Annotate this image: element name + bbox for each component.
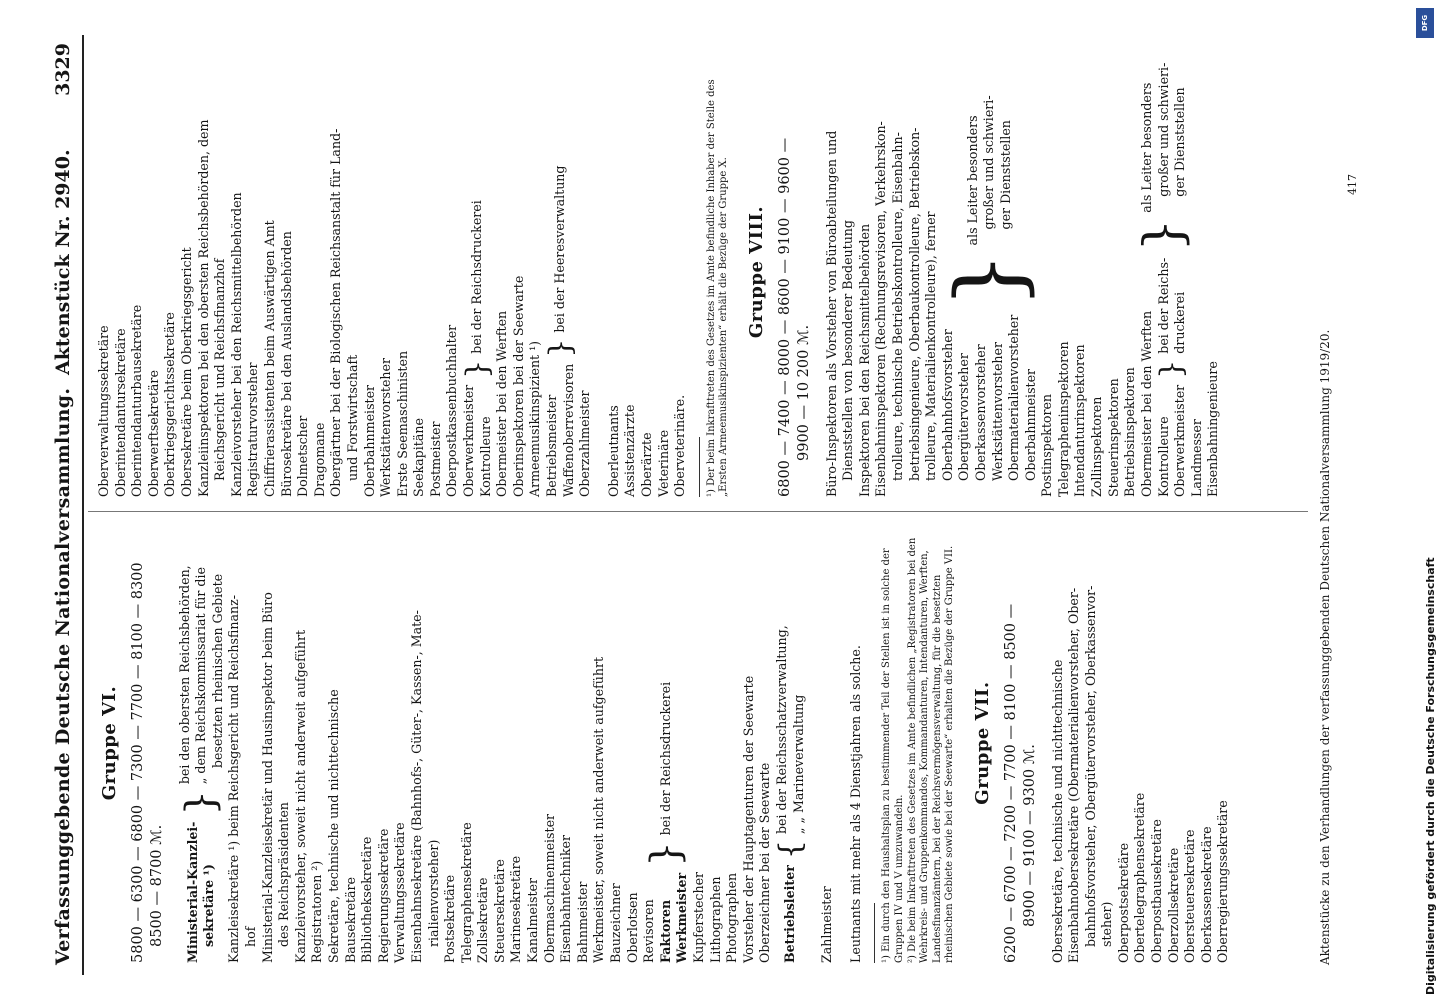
list-item: Steuerinspektoren <box>1105 378 1121 497</box>
list-item: Betriebsinspektoren <box>1122 367 1138 497</box>
betriebsleiter-branch-1: bei der Reichsschatzverwaltung, <box>773 625 789 835</box>
list-item: Registratoren ²) <box>309 860 325 963</box>
list-item: Eisenbahninspektoren (Rechnungsrevisoren, Verkehrskon- <box>873 121 889 497</box>
footnote-right-1: ¹) Der beim Inkrafttreten des Gesetzes im Amte befindliche Inhaber der Stelle des „Ersten Armeemusikinspizienten“ erhält die Bezüge der Gruppe X. <box>705 79 730 497</box>
signature-mark: 417 <box>1346 174 1359 195</box>
oberbahnhof-entry <box>936 47 1042 497</box>
list-item: Kanzleisekretäre ¹) beim Reichsgericht und Reichsfinanz- <box>226 595 242 963</box>
list-item: Kontrolleure <box>477 416 493 497</box>
list-item: Kanzleiinspektoren bei den obersten Reichsbehörden, dem <box>195 119 211 497</box>
list-item: Vorsteher der Hauptagenturen der Seewarte <box>740 675 756 963</box>
list-item: Dragomane <box>311 422 327 497</box>
reichsdruckerei-entry-right <box>461 47 494 497</box>
footnote-rule <box>699 437 700 497</box>
list-item: Dolmetscher <box>295 415 311 497</box>
list-item: Landmesser <box>1188 419 1204 497</box>
column-divider <box>88 511 1308 512</box>
footnote-1: ¹) Ein durch den Haushaltsplan zu bestimmender Teil der Stellen ist in solche der Gruppen IV und V umzuwandeln. <box>881 548 905 963</box>
list-item-continued: hof <box>242 926 258 947</box>
list-item-continued: und Forstwirtschaft <box>344 354 360 481</box>
group-vi-salary-line-1: 5800 — 6300 — 6800 — 7300 — 7700 — 8100 — 8300 <box>129 562 146 963</box>
ministerial-kanzlei-entry <box>177 523 227 963</box>
list-item: Oberzeichner bei der Seewarte <box>757 762 773 963</box>
leiter-text-2: großer und schwieri- <box>981 95 997 230</box>
list-item: Kupferstecher <box>691 871 706 963</box>
group-vii-title: Gruppe VII. <box>971 681 993 805</box>
list-item: Steuersekretäre <box>491 859 507 963</box>
group-vi-title: Gruppe VI. <box>99 685 120 801</box>
group-viii-salary <box>776 47 814 497</box>
list-item: Zahlmeister <box>819 886 835 963</box>
list-item: Werkmeister, soweit nicht anderweit aufgeführt <box>591 656 607 963</box>
list-item-continued: Dienststellen von besonderer Bedeutung <box>840 220 856 481</box>
list-item: Bausekretäre <box>342 877 358 963</box>
list-item: Lithographen <box>707 876 723 963</box>
list-item: Veterinäre <box>655 429 671 497</box>
group-vi-salary <box>129 523 167 963</box>
brace-symbol: } <box>1133 218 1194 252</box>
list-item: Erste Seemaschinisten <box>394 350 410 497</box>
list-item: Obergütervorsteher <box>956 353 972 481</box>
leiter-text-6: ger Dienststellen <box>1172 87 1188 197</box>
list-item: Seekapitäne <box>411 418 427 497</box>
brace-symbol: } <box>542 338 578 358</box>
list-item: Ministerial-Kanzleisekretär und Hausinspektor beim Büro <box>259 592 275 963</box>
heeresverwaltung-entry <box>544 47 577 497</box>
list-item: Marinesekretäre <box>508 855 524 963</box>
list-item: Oberinspektoren bei der Seewarte <box>510 275 526 497</box>
list-item: Regierungssekretäre <box>375 828 391 963</box>
betriebsleiter-entry <box>774 523 807 963</box>
brace-symbol: } <box>1154 359 1190 379</box>
list-item: Bürosekretäre bei den Auslandsbehörden <box>278 231 294 497</box>
list-item: Oberzahlmeister <box>577 390 593 497</box>
footnote-2: ²) Die beim Inkrafttreten des Gesetzes im Amte befindlichen „Registratoren bei den Wehrkreis- und Gruppenkommandos, Kommandanturen, Intendanturen, Werften, Landesfinanzämtern, bei der Reichsvermögensverwaltung, für die besetzten rheinischen Gebiete sowie bei der Seewarte“ erhalten die Bezüge der Gruppe VII. <box>906 537 956 963</box>
reichsdruckerei-text-3: druckerei <box>1172 291 1188 354</box>
list-item: Kanzleivorsteher bei den Reichsmittelbehörden <box>228 192 244 497</box>
brace-symbol: { <box>772 840 808 860</box>
list-item: Obermeister bei den Werften <box>1138 310 1154 497</box>
list-item: Oberpostsekretäre <box>1115 842 1131 963</box>
footnote-rule <box>874 903 875 963</box>
list-item: Eisenbahningenieure <box>1205 361 1221 497</box>
list-item: Armeemusikinspizient ¹) <box>527 340 543 497</box>
brace-symbol: } <box>459 359 495 379</box>
list-item: Sekretäre, technische und nichttechnische <box>325 689 341 963</box>
list-item: Oberverwaltungssekretäre <box>96 325 111 497</box>
page-header <box>48 35 84 975</box>
page-footer: Aktenstücke zu den Verhandlungen der verfassunggebenden Deutschen Nationalversammlung 1919/20. <box>1318 329 1332 965</box>
heeresverwaltung-text: bei der Heeresverwaltung <box>552 165 568 333</box>
brace-symbol: } <box>178 790 225 816</box>
list-item: Oberkassenvorsteher <box>972 344 988 481</box>
list-item: Verwaltungssekretäre <box>392 822 408 963</box>
list-item: Eisenbahnsekretäre (Bahnhofs-, Güter-, Kassen-, Mate- <box>408 610 424 963</box>
header-page-number: 3329 <box>52 43 74 96</box>
list-item: Oberzollsekretäre <box>1165 847 1181 963</box>
list-item: Eisenbahnobersekretäre (Obermaterialienvorsteher, Ober- <box>1066 587 1082 963</box>
list-item: Obermaterialienvorsteher <box>1006 314 1022 481</box>
reichsdruckerei-entry <box>641 523 691 963</box>
list-item-continued: trolleure, Materialienkontrolleure), ferner <box>923 211 939 481</box>
list-item: Oberintendantursekretäre <box>112 328 128 497</box>
list-item: Bahnmeister <box>574 881 590 963</box>
list-item: Kontrolleure <box>1155 416 1171 497</box>
reichsdruckerei-text-right: bei der Reichsdruckerei <box>469 200 485 354</box>
list-item: Werkstättenvorsteher <box>989 341 1005 481</box>
group-vii-salary <box>1002 523 1040 963</box>
group-viii-salary-line-1: 6800 — 7400 — 8000 — 8600 — 9100 — 9600 — <box>776 137 793 497</box>
list-item: Oberleutnants <box>605 405 621 497</box>
list-item: Oberwerkmeister <box>1172 384 1188 497</box>
brace-symbol: } <box>936 251 1042 309</box>
list-item: Photographen <box>724 872 740 963</box>
list-item: Oberregierungssekretäre <box>1215 800 1231 963</box>
list-item: Betriebsmeister <box>544 394 560 497</box>
list-item: Oberpostbausekretäre <box>1149 819 1165 963</box>
rotated-document-page <box>48 35 1378 975</box>
mk-branch-3: besetzten rheinischen Gebiete <box>209 573 225 769</box>
list-item: Obermaschinenmeister <box>541 813 557 963</box>
betriebsleiter-label: Betriebsleiter <box>782 865 798 963</box>
list-item: Obersteuersekretäre <box>1182 829 1198 963</box>
list-item: Bibliotheksekretäre <box>359 836 375 963</box>
list-item-continued: bahnhofsvorsteher, Obergütervorsteher, Oberkassenvor- <box>1082 585 1098 947</box>
list-item: Registraturvorsteher <box>245 362 261 497</box>
list-item: Oberkriegsgerichtssekretäre <box>162 312 178 497</box>
group-vii-salary-line-1: 6200 — 6700 — 7200 — 7700 — 8100 — 8500 — <box>1002 603 1019 963</box>
header-aktenstueck: Aktenstück Nr. 2940. <box>52 149 74 375</box>
list-item: Oberwerftsekretäre <box>145 370 161 497</box>
left-column <box>96 523 1232 963</box>
list-item: Inspektoren bei den Reichsmittelbehörden <box>856 223 872 497</box>
list-item: Oberbahnhofsvorsteher <box>939 329 955 481</box>
list-item: Obermeister bei den Werften <box>494 310 510 497</box>
list-item: Postinspektoren <box>1039 393 1055 497</box>
list-item: Werkstättenvorsteher <box>378 357 394 497</box>
list-item: Oberkassensekretäre <box>1198 826 1214 963</box>
list-item: Postsekretäre <box>442 874 458 963</box>
reichsdruckerei-text: bei der Reichsdruckerei <box>657 681 673 836</box>
list-item: Oberintendanturbausekretäre <box>129 304 145 497</box>
list-item: Oberveterinäre. <box>672 394 688 497</box>
mk-label-1: Ministerial-Kanzlei- <box>184 821 200 963</box>
list-item: Oberwerkmeister <box>461 384 477 497</box>
leiter-text-4: als Leiter besonders <box>1138 82 1154 213</box>
list-item: Intendanturinspektoren <box>1072 344 1088 497</box>
list-item: Oberbahnmeister <box>361 384 377 497</box>
list-item: Oberbahnmeister <box>1022 368 1038 481</box>
list-item: Telegraphensekretäre <box>458 822 474 963</box>
leiter-text-3: ger Dienststellen <box>997 120 1013 230</box>
list-item: Kanzleivorsteher, soweit nicht anderweit aufgeführt <box>292 629 308 963</box>
list-item: Assistenzärzte <box>622 404 638 497</box>
list-item: Oberlotsen <box>624 892 640 963</box>
brace-symbol: } <box>643 841 690 867</box>
obermeister-entry <box>1133 47 1194 497</box>
list-item: Zollinspektoren <box>1089 396 1105 497</box>
list-item: Obersekretäre beim Oberkriegsgericht <box>178 247 194 497</box>
leutnants-line: Leutnants mit mehr als 4 Dienstjahren als solche. <box>847 645 863 963</box>
list-item: Bauzeichner <box>608 883 624 963</box>
group-vii-salary-line-2: 8900 — 9100 — 9300 ℳ. <box>1021 744 1038 927</box>
list-item: Postmeister <box>427 421 443 497</box>
leiter-text-5: großer und schwieri- <box>1155 62 1171 197</box>
list-item: Chiffrierassistenten beim Auswärtigen Amt <box>261 220 277 497</box>
list-item-continued: rialienvorsteher) <box>425 839 441 947</box>
dfg-logo-text: DFG <box>1421 14 1429 32</box>
list-item: Werkmeister <box>674 872 690 963</box>
list-item: Obersekretäre, technische und nichttechnische <box>1049 659 1065 963</box>
list-item: Eisenbahntechniker <box>558 835 574 963</box>
right-column <box>96 47 1222 497</box>
list-item: Obergärtner bei der Biologischen Reichsanstalt für Land- <box>328 128 344 497</box>
list-item: Kanalmeister <box>525 878 541 963</box>
list-item-continued: Reichsgericht und Reichsfinanzhof <box>212 258 228 481</box>
list-item: Waffenoberrevisoren <box>560 363 576 497</box>
list-item-continued: trolleure, technische Betriebskontrolleure, Eisenbahn- <box>889 132 905 481</box>
group-viii-title: Gruppe VIII. <box>745 205 767 339</box>
mk-label-2: sekretäre ¹) <box>201 864 217 947</box>
mk-branch-1: bei den obersten Reichsbehörden, <box>176 565 192 785</box>
list-item-continued: des Reichspräsidenten <box>276 802 292 947</box>
list-item-continued: betriebsingenieure, Oberbaukontrolleure, Betriebskon- <box>906 127 922 481</box>
list-item: Telegrapheninspektoren <box>1055 341 1071 497</box>
list-item: Zollsekretäre <box>475 877 491 963</box>
reichsdruckerei-text-2: bei der Reichs- <box>1155 257 1171 354</box>
list-item: Revisoren <box>641 899 657 963</box>
list-item: Oberärzte <box>639 432 654 497</box>
betriebsleiter-branch-2: „ „ Marineverwaltung <box>790 694 806 835</box>
leiter-text-1: als Leiter besonders <box>964 115 980 246</box>
digitization-note: Digitalisierung gefördert durch die Deutsche Forschungsgemeinschaft <box>1424 557 1437 995</box>
list-item: Obertelegraphensekretäre <box>1132 792 1148 963</box>
list-item: Büro-Inspektoren als Vorsteher von Büroabteilungen und <box>823 130 839 497</box>
group-viii-salary-line-2: 9900 — 10 200 ℳ. <box>795 324 812 461</box>
group-vi-salary-line-2: 8500 — 8700 ℳ. <box>148 824 165 947</box>
list-item-continued: steher) <box>1099 901 1115 947</box>
list-item: Oberpostkassenbuchhalter <box>444 324 460 497</box>
list-item: Faktoren <box>657 899 673 963</box>
header-title: Verfassunggebende Deutsche Nationalversammlung. <box>52 387 74 965</box>
mk-branch-2: „ dem Reichskommissariat für die <box>193 567 209 785</box>
